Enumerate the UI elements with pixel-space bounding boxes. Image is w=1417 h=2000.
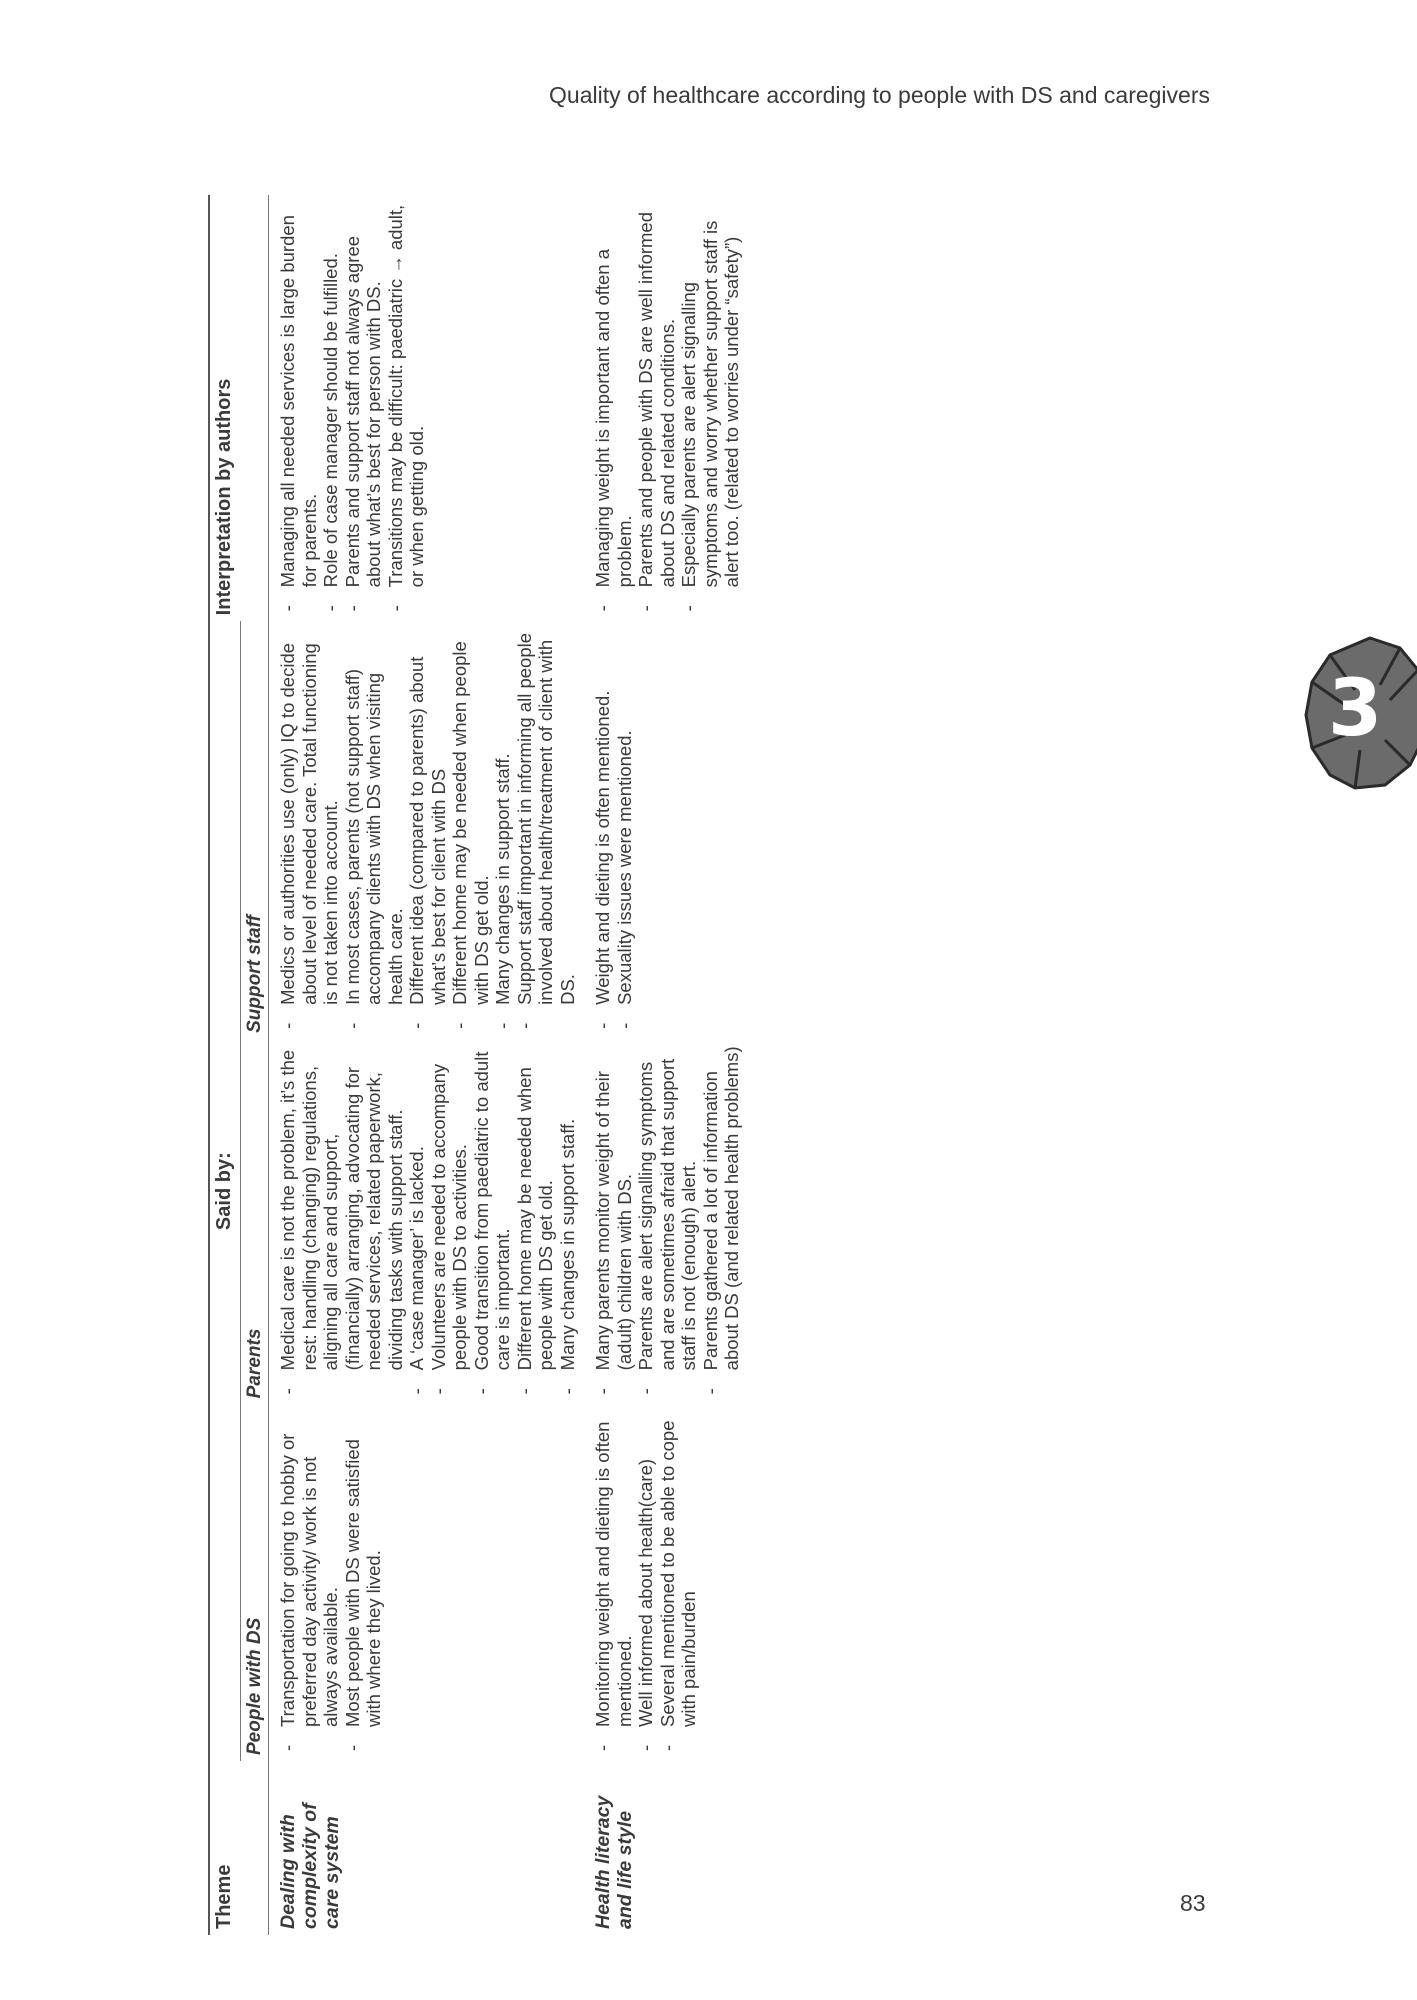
list-item: - Support staff important in informing all people involved about health/treatment of client with DS.: [514, 627, 579, 1033]
table-row: [269, 195, 579, 1935]
list-item: - Sexuality issues were mentioned.: [614, 627, 636, 1033]
list-item: - Many parents monitor weight of their (adult) children with DS.: [592, 1045, 635, 1398]
running-header: Quality of healthcare according to people with DS and caregivers: [549, 82, 1210, 108]
chapter-number: 3: [1328, 664, 1383, 754]
header-theme: Theme: [209, 1761, 240, 1935]
list-item: - Different home may be needed when people with DS get old.: [449, 627, 492, 1033]
support-cell: [578, 621, 743, 1039]
list-item: - Good transition from paediatric to adult care is important.: [471, 1045, 514, 1398]
list-item: - Transportation for going to hobby or preferred day activity/ work is not always available.: [277, 1410, 342, 1755]
support-cell: [269, 621, 579, 1039]
theme-cell: Dealing with complexity of care system: [277, 1803, 343, 1929]
header-people-with-ds: People with DS: [240, 1404, 269, 1761]
list-item: - Parents gathered a lot of information about DS (and related health problems): [700, 1045, 743, 1398]
list-item: - Medics or authorities use (only) IQ to decide about level of needed care. Total functioning is not taken into account.: [277, 627, 342, 1033]
list-item: - Parents and people with DS are well informed about DS and related conditions.: [635, 201, 678, 615]
header-empty-2: [240, 195, 269, 621]
list-item: - Role of case manager should be fulfilled.: [320, 201, 342, 615]
list-item: - Volunteers are needed to accompany people with DS to activities.: [428, 1045, 471, 1398]
list-item: - Managing weight is important and often a problem.: [592, 201, 635, 615]
list-item: - Transitions may be difficult: paediatric → adult, or when getting old.: [385, 201, 428, 615]
list-item: - Many changes in support staff.: [557, 1045, 579, 1398]
table-row: [578, 195, 743, 1935]
header-support-staff: Support staff: [240, 621, 269, 1039]
list-item: - Most people with DS were satisfied with where they lived.: [342, 1410, 385, 1755]
list-item: - Well informed about health(care): [635, 1410, 657, 1755]
people-cell: [269, 1404, 579, 1761]
page-number: 83: [1180, 1890, 1206, 1916]
list-item: - A ‘case manager’ is lacked.: [406, 1045, 428, 1398]
parents-cell: [269, 1039, 579, 1404]
list-item: - Monitoring weight and dieting is often mentioned.: [592, 1410, 635, 1755]
theme-cell: Health literacy and life style: [592, 1795, 636, 1929]
header-interpretation: Interpretation by authors: [209, 195, 240, 621]
list-item: - In most cases, parents (not support staff) accompany clients with DS when visiting health care.: [342, 627, 407, 1033]
list-item: - Different home may be needed when people with DS get old.: [514, 1045, 557, 1398]
list-item: - Parents and support staff not always agree about what’s best for person with DS.: [342, 201, 385, 615]
list-item: - Different idea (compared to parents) about what’s best for client with DS: [406, 627, 449, 1033]
people-cell: [578, 1404, 743, 1761]
list-item: - Especially parents are alert signalling symptoms and worry whether support staff is alert too. (related to worries under “safety”): [678, 201, 743, 615]
themes-table: [208, 195, 1040, 1935]
interpretation-cell: [269, 195, 579, 621]
list-item: - Managing all needed services is large burden for parents.: [277, 201, 320, 615]
list-item: - Parents are alert signalling symptoms and are sometimes afraid that support staff is not (enough) alert.: [635, 1045, 700, 1398]
chapter-badge: [1300, 630, 1417, 800]
header-parents: Parents: [240, 1039, 269, 1404]
list-item: - Weight and dieting is often mentioned.: [592, 627, 614, 1033]
interpretation-cell: [578, 195, 743, 621]
list-item: - Many changes in support staff.: [492, 627, 514, 1033]
list-item: - Several mentioned to be able to cope with pain/burden: [657, 1410, 700, 1755]
list-item: - Medical care is not the problem, it’s the rest: handling (changing) regulations, aligning all care and support, (financially) arranging, advocating for needed services, related paperwork, dividing tasks with support staff.: [277, 1045, 406, 1398]
header-said-by: Said by:: [209, 621, 240, 1761]
header-empty: [240, 1761, 269, 1935]
parents-cell: [578, 1039, 743, 1404]
